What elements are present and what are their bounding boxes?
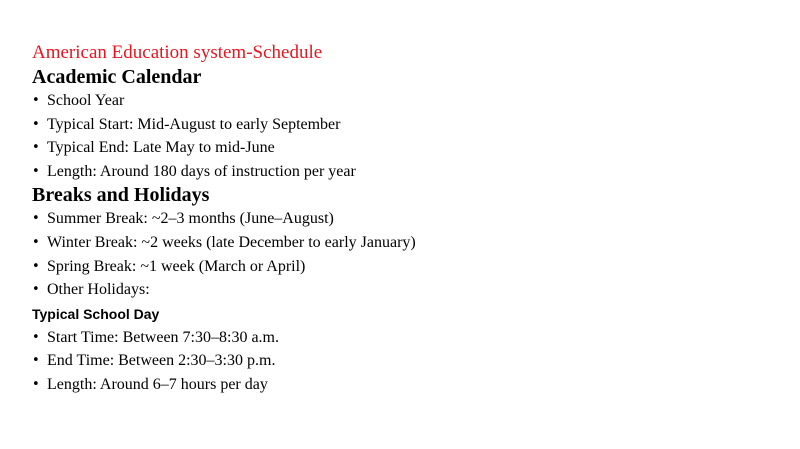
list-item-text: End Time: Between 2:30–3:30 p.m. [47,352,276,370]
list-item-text: Other Holidays: [47,281,150,299]
bullet-icon: • [32,163,40,179]
list-item-text: School Year [47,92,125,109]
breaks-and-holidays-list [32,207,772,301]
list-item [32,207,772,231]
list-item [32,231,772,255]
section-heading-typical-school-day: Typical School Day [32,305,160,322]
bullet-icon: • [32,258,40,274]
list-item [32,255,772,279]
list-item-text: Length: Around 180 days of instruction per year [47,162,356,180]
list-item [32,89,772,113]
bullet-icon: • [32,140,40,156]
academic-calendar-list [32,89,772,183]
list-item-text: Start Time: Between 7:30–8:30 a.m. [47,328,279,346]
bullet-icon: • [32,329,40,345]
slide-title: American Education system-Schedule [32,42,323,63]
typical-school-day-list [32,326,772,397]
list-item [32,160,772,184]
list-item [32,136,772,160]
bullet-icon: • [32,211,40,227]
bullet-icon: • [32,93,40,108]
list-item [32,349,772,373]
list-item-text: Winter Break: ~2 weeks (late December to early January) [47,233,416,251]
list-item [32,278,772,302]
list-item-text: Length: Around 6–7 hours per day [47,375,268,393]
list-item [32,326,772,350]
list-item-text: Summer Break: ~2–3 months (June–August) [47,210,334,228]
slide-content [32,40,772,397]
bullet-icon: • [32,282,40,298]
list-item [32,373,772,397]
bullet-icon: • [32,376,40,392]
bullet-icon: • [32,116,40,132]
bullet-icon: • [32,353,40,369]
section-heading-academic-calendar: Academic Calendar [32,66,202,88]
section-heading-breaks-and-holidays: Breaks and Holidays [32,184,210,207]
list-item-text: Spring Break: ~1 week (March or April) [47,257,306,275]
list-item [32,113,772,137]
list-item-text: Typical Start: Mid-August to early September [47,115,341,133]
bullet-icon: • [32,234,40,250]
list-item-text: Typical End: Late May to mid-June [47,139,275,157]
